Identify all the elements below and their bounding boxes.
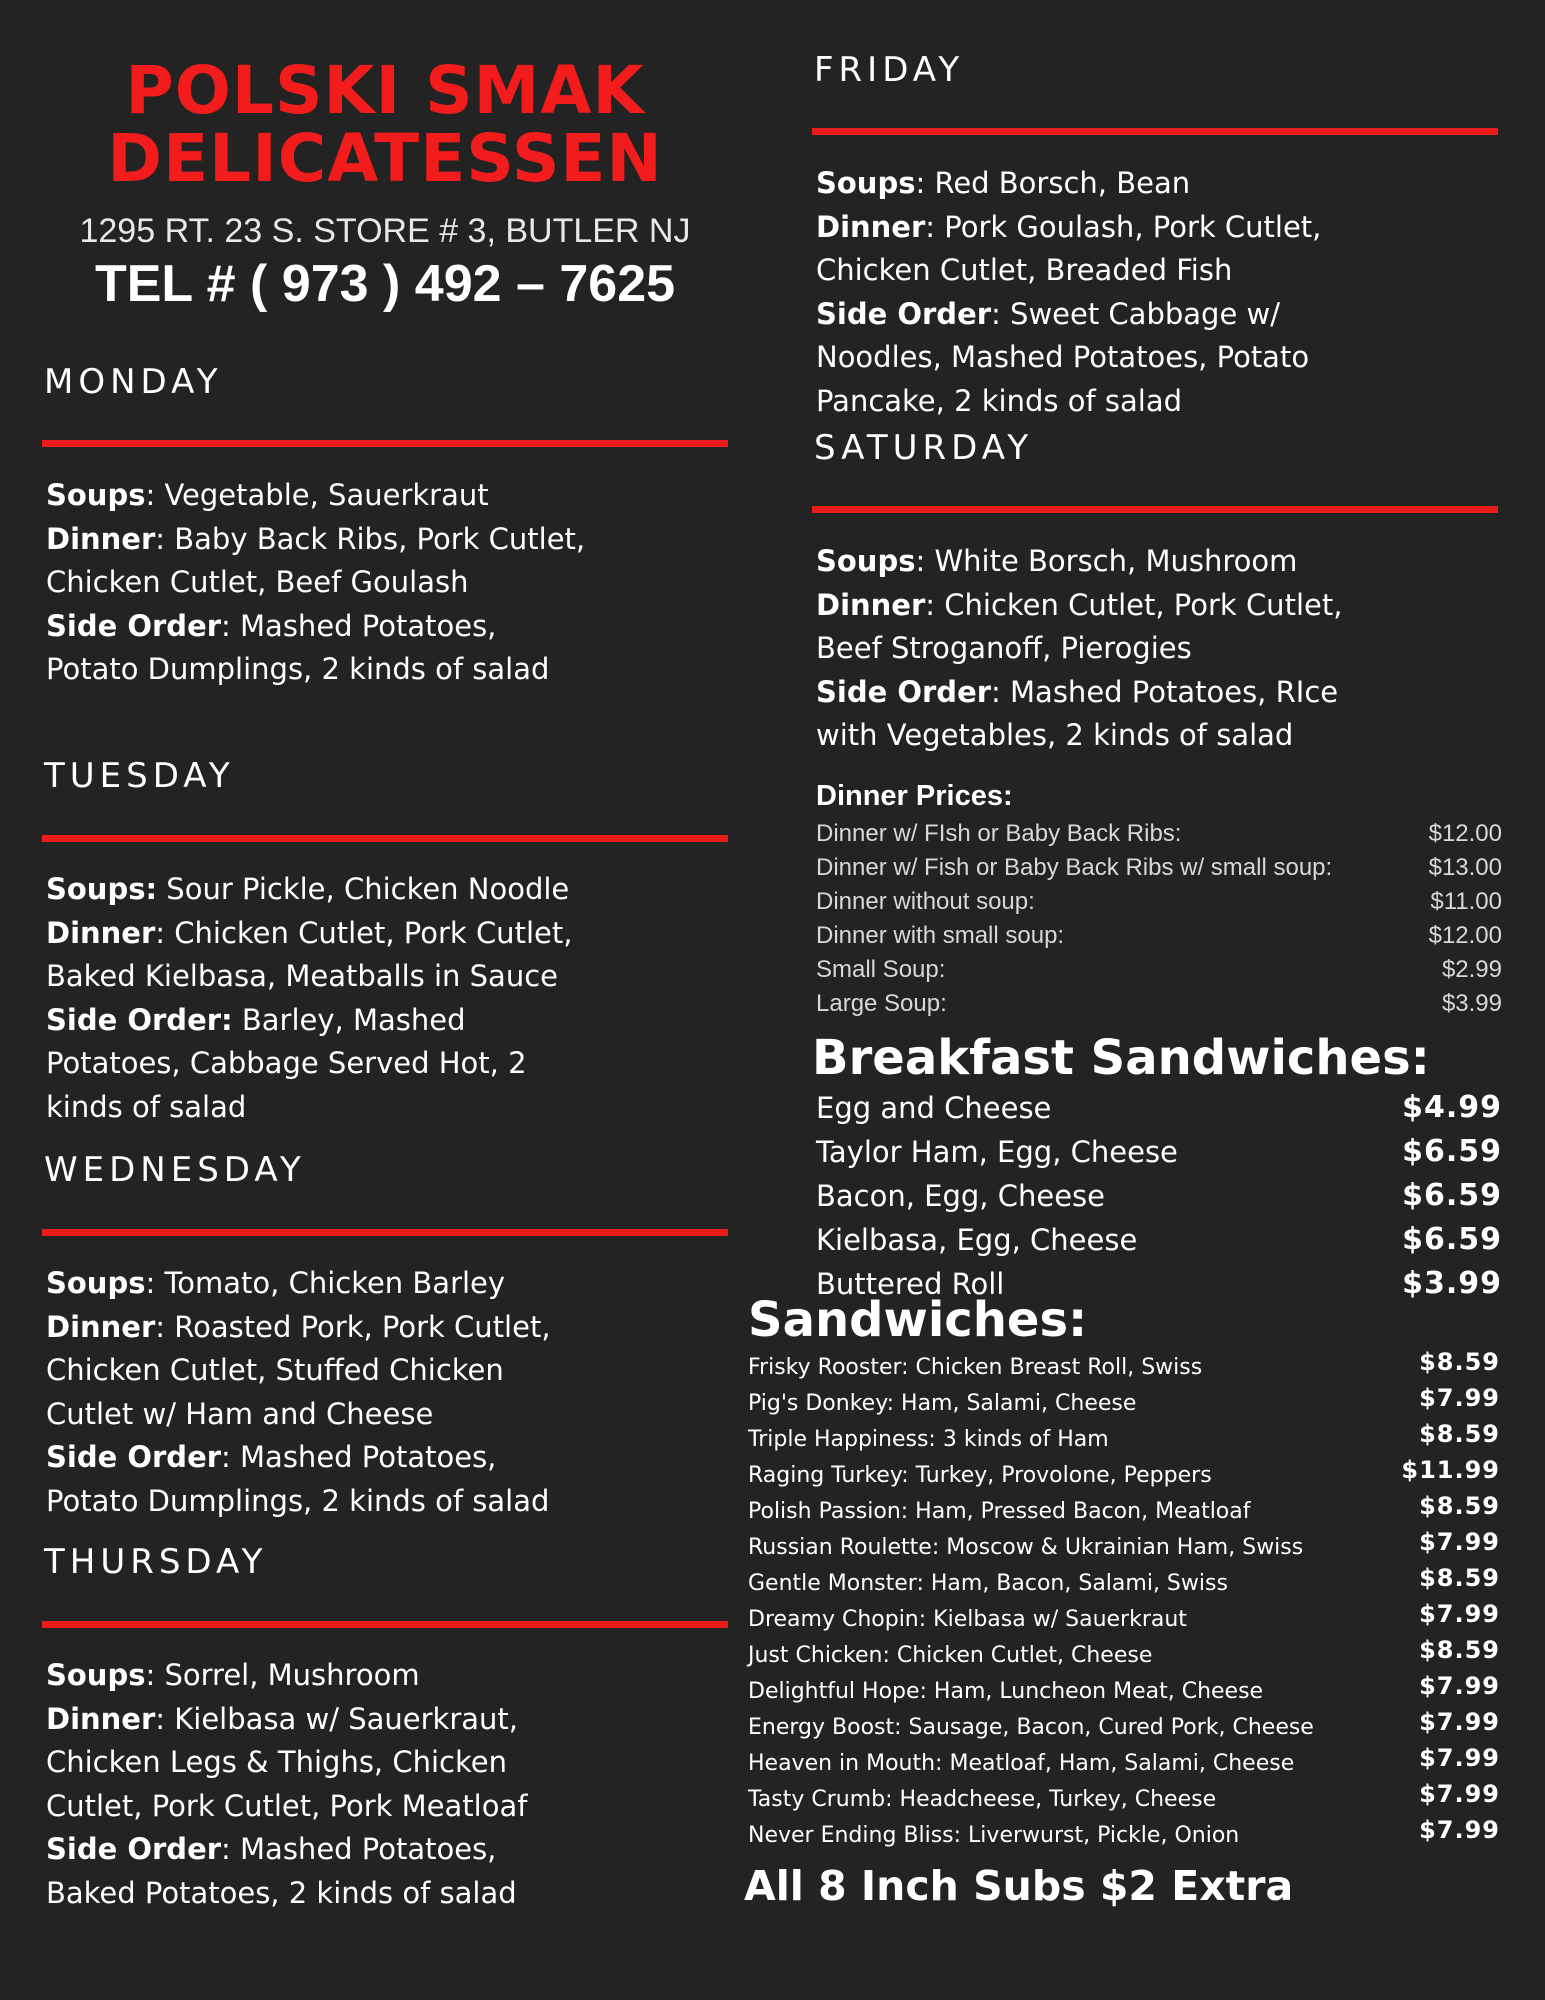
menu-line: [46, 1349, 551, 1393]
menu-line: [816, 336, 1321, 380]
sandwich-item: [748, 1566, 1500, 1602]
menu-line-text: Chicken Cutlet, Breaded Fish: [816, 253, 1233, 287]
menu-line: [816, 540, 1342, 584]
menu-line: [816, 249, 1321, 293]
sandwich-item: [748, 1782, 1500, 1818]
thursday-heading: THURSDAY: [44, 1542, 268, 1582]
menu-line: [46, 1436, 551, 1480]
sandwich-item-label: Just Chicken: Chicken Cutlet, Cheese: [748, 1643, 1153, 1668]
friday-divider: [812, 128, 1498, 135]
sandwich-item-label: Polish Passion: Ham, Pressed Bacon, Meatloaf: [748, 1499, 1251, 1524]
menu-line: [816, 584, 1342, 628]
menu-line-text: Baked Kielbasa, Meatballs in Sauce: [46, 959, 558, 993]
sandwich-item: [748, 1710, 1500, 1746]
restaurant-name-line2: DELICATESSEN: [107, 120, 663, 197]
menu-line-label: Side Order: [816, 674, 992, 709]
breakfast-item-price: $6.59: [1402, 1178, 1502, 1213]
menu-line-text: : Mashed Potatoes,: [221, 1832, 497, 1866]
sandwich-item-price: $7.99: [1419, 1384, 1500, 1412]
menu-line: [816, 627, 1342, 671]
breakfast-item-label: Taylor Ham, Egg, Cheese: [816, 1135, 1178, 1169]
breakfast-item-price: $3.99: [1402, 1266, 1502, 1301]
breakfast-item: [816, 1218, 1502, 1262]
sandwich-item-price: $11.99: [1401, 1456, 1500, 1484]
menu-line-text: Pancake, 2 kinds of salad: [816, 383, 1183, 418]
menu-line: [816, 162, 1321, 206]
dinner-price-row-label: Dinner without soup:: [816, 888, 1035, 915]
sandwiches-title: Sandwiches:: [748, 1292, 1088, 1348]
sandwich-item: [748, 1386, 1500, 1422]
menu-line-text: : Baby Back Ribs, Pork Cutlet,: [155, 521, 586, 556]
dinner-price-row-label: Dinner with small soup:: [816, 922, 1065, 949]
thursday-menu: [46, 1654, 527, 1915]
menu-line-text: : Chicken Cutlet, Pork Cutlet,: [925, 587, 1343, 622]
menu-line-text: : Kielbasa w/ Sauerkraut,: [155, 1701, 519, 1736]
breakfast-item-label: Egg and Cheese: [816, 1091, 1052, 1125]
dinner-price-row-price: $2.99: [1441, 956, 1502, 983]
menu-line: [46, 605, 585, 649]
menu-line-text: Chicken Legs & Thighs, Chicken: [46, 1745, 507, 1779]
menu-line: [816, 206, 1321, 250]
breakfast-item-price: $6.59: [1402, 1222, 1502, 1257]
menu-line: [46, 1698, 527, 1742]
menu-line: [816, 293, 1321, 337]
friday-heading: FRIDAY: [814, 50, 965, 90]
menu-line-text: Cutlet w/ Ham and Cheese: [46, 1396, 434, 1431]
menu-line-text: Chicken Cutlet, Stuffed Chicken: [46, 1353, 504, 1387]
menu-line-text: Beef Stroganoff, Pierogies: [816, 631, 1192, 665]
menu-line-label: Side Order: [46, 608, 222, 643]
menu-line-text: Sour Pickle, Chicken Noodle: [157, 872, 570, 906]
dinner-price-row-price: $13.00: [1428, 854, 1502, 881]
sandwich-item-label: Russian Roulette: Moscow & Ukrainian Ham, Swiss: [748, 1535, 1304, 1560]
menu-line-label: Side Order: [816, 296, 992, 331]
menu-line-label: Side Order: [46, 1440, 222, 1474]
menu-line-text: : White Borsch, Mushroom: [915, 544, 1298, 578]
menu-line-label: Dinner: [46, 915, 156, 950]
sandwich-item-label: Tasty Crumb: Headcheese, Turkey, Cheese: [748, 1787, 1217, 1812]
menu-line-label: Soups: [816, 544, 916, 578]
menu-line: [46, 1262, 551, 1306]
menu-line: [46, 912, 572, 956]
menu-line: [46, 955, 572, 999]
menu-line-text: : Red Borsch, Bean: [915, 166, 1191, 200]
menu-line-text: kinds of salad: [46, 1089, 247, 1124]
menu-line-label: Soups: [46, 1266, 146, 1300]
menu-line: [816, 714, 1342, 758]
menu-line-text: : Sorrel, Mushroom: [145, 1658, 420, 1692]
sandwich-item: [748, 1458, 1500, 1494]
phone-number: TEL # ( 973 ) 492 – 7625: [94, 255, 676, 313]
sandwich-item-label: Heaven in Mouth: Meatloaf, Ham, Salami, Cheese: [748, 1751, 1295, 1776]
menu-line: [46, 648, 585, 692]
wednesday-heading: WEDNESDAY: [44, 1150, 306, 1190]
menu-line: [46, 1306, 551, 1350]
breakfast-item: [816, 1086, 1502, 1130]
sandwich-item-price: $7.99: [1419, 1744, 1500, 1772]
dinner-prices-title: Dinner Prices:: [816, 780, 1013, 812]
menu-line: [46, 868, 572, 912]
menu-line-label: Dinner: [46, 521, 156, 556]
menu-line: [46, 1480, 551, 1524]
menu-line-label: Dinner: [46, 1701, 156, 1736]
menu-line-text: : Mashed Potatoes,: [221, 608, 497, 643]
sandwich-item-price: $8.59: [1419, 1420, 1500, 1448]
breakfast-item: [816, 1130, 1502, 1174]
menu-line-text: Noodles, Mashed Potatoes, Potato: [816, 340, 1310, 374]
menu-line-text: Potato Dumplings, 2 kinds of salad: [46, 652, 550, 686]
menu-line-label: Dinner: [816, 209, 926, 244]
menu-line: [46, 1654, 527, 1698]
menu-line-text: : Mashed Potatoes,: [221, 1440, 497, 1474]
wednesday-divider: [42, 1229, 728, 1236]
menu-line-label: Side Order: [46, 1832, 222, 1866]
dinner-price-row-price: $3.99: [1441, 990, 1502, 1017]
menu-line: [816, 671, 1342, 715]
sandwich-item-label: Pig's Donkey: Ham, Salami, Cheese: [748, 1391, 1137, 1416]
breakfast-title: Breakfast Sandwiches:: [812, 1030, 1430, 1086]
monday-heading: MONDAY: [44, 362, 223, 402]
tuesday-menu: [46, 868, 572, 1129]
sandwich-item-label: Never Ending Bliss: Liverwurst, Pickle, Onion: [748, 1823, 1240, 1848]
menu-line-text: : Chicken Cutlet, Pork Cutlet,: [155, 915, 573, 950]
sandwich-item-price: $8.59: [1419, 1636, 1500, 1664]
sandwich-item: [748, 1422, 1500, 1458]
sandwich-item-price: $7.99: [1419, 1528, 1500, 1556]
menu-line: [46, 1393, 551, 1437]
menu-line: [46, 561, 585, 605]
menu-line-text: with Vegetables, 2 kinds of salad: [816, 718, 1294, 752]
sandwich-item-label: Raging Turkey: Turkey, Provolone, Peppers: [748, 1463, 1212, 1488]
monday-menu: [46, 474, 585, 692]
menu-line-text: : Sweet Cabbage w/: [991, 296, 1280, 331]
menu-line-label: Soups: [816, 166, 916, 200]
sandwich-item-label: Gentle Monster: Ham, Bacon, Salami, Swiss: [748, 1571, 1228, 1596]
tuesday-divider: [42, 835, 728, 842]
menu-line: [46, 1042, 572, 1086]
tuesday-heading: TUESDAY: [44, 756, 235, 796]
monday-divider: [42, 440, 728, 447]
menu-line: [46, 518, 585, 562]
breakfast-item: [816, 1174, 1502, 1218]
dinner-price-row-label: Large Soup:: [816, 990, 947, 1017]
wednesday-menu: [46, 1262, 551, 1523]
menu-line-text: Baked Potatoes, 2 kinds of salad: [46, 1875, 517, 1910]
sandwich-item-price: $7.99: [1419, 1780, 1500, 1808]
saturday-menu: [816, 540, 1342, 758]
dinner-price-row-price: $12.00: [1428, 820, 1502, 847]
breakfast-item-price: $6.59: [1402, 1134, 1502, 1169]
saturday-divider: [812, 506, 1498, 513]
restaurant-name-line1: POLSKI SMAK: [125, 52, 645, 129]
dinner-price-row-price: $11.00: [1430, 888, 1502, 915]
dinner-price-row-label: Dinner w/ FIsh or Baby Back Ribs:: [816, 820, 1182, 847]
sandwiches-section: [748, 1292, 1500, 1854]
sandwich-item-label: Triple Happiness: 3 kinds of Ham: [748, 1427, 1109, 1452]
dinner-price-row-price: $12.00: [1428, 922, 1502, 949]
menu-line: [46, 1741, 527, 1785]
breakfast-section: [812, 1030, 1502, 1306]
menu-line-label: Soups: [46, 478, 146, 512]
thursday-divider: [42, 1621, 728, 1628]
menu-line: [46, 999, 572, 1043]
menu-line-text: : Vegetable, Sauerkraut: [145, 478, 489, 512]
menu-line-label: Soups:: [46, 872, 158, 906]
sandwich-item: [748, 1530, 1500, 1566]
saturday-heading: SATURDAY: [814, 428, 1034, 468]
breakfast-item-label: Bacon, Egg, Cheese: [816, 1179, 1106, 1213]
menu-line-text: Chicken Cutlet, Beef Goulash: [46, 565, 469, 599]
breakfast-item-label: Kielbasa, Egg, Cheese: [816, 1223, 1138, 1257]
sandwich-item-price: $8.59: [1419, 1564, 1500, 1592]
menu-line-text: Cutlet, Pork Cutlet, Pork Meatloaf: [46, 1788, 528, 1823]
sandwich-item: [748, 1638, 1500, 1674]
menu-line-label: Dinner: [816, 587, 926, 622]
sandwich-item-price: $8.59: [1419, 1348, 1500, 1376]
menu-line-text: : Tomato, Chicken Barley: [145, 1266, 506, 1300]
menu-line: [816, 380, 1321, 424]
sandwich-item-label: Frisky Rooster: Chicken Breast Roll, Swiss: [748, 1355, 1203, 1380]
dinner-price-row: [816, 953, 1502, 987]
menu-line-text: : Pork Goulash, Pork Cutlet,: [925, 209, 1322, 244]
menu-line-label: Soups: [46, 1658, 146, 1692]
sandwich-item: [748, 1674, 1500, 1710]
menu-line: [46, 1828, 527, 1872]
menu-line: [46, 474, 585, 518]
menu-line-text: Barley, Mashed: [232, 1002, 466, 1037]
dinner-price-row: [816, 919, 1502, 953]
menu-line: [46, 1872, 527, 1916]
dinner-prices-section: [816, 780, 1502, 1021]
breakfast-item-price: $4.99: [1402, 1090, 1502, 1125]
menu-line-label: Dinner: [46, 1309, 156, 1344]
dinner-price-row-label: Small Soup:: [816, 956, 946, 983]
sandwich-item: [748, 1818, 1500, 1854]
dinner-price-row: [816, 987, 1502, 1021]
dinner-price-row-label: Dinner w/ Fish or Baby Back Ribs w/ small soup:: [816, 854, 1333, 881]
sandwich-item: [748, 1350, 1500, 1386]
menu-line-label: Side Order:: [46, 1002, 233, 1037]
dinner-price-row: [816, 817, 1502, 851]
dinner-price-row: [816, 851, 1502, 885]
sandwich-item: [748, 1746, 1500, 1782]
sandwich-item-label: Delightful Hope: Ham, Luncheon Meat, Cheese: [748, 1679, 1264, 1704]
sandwich-item-price: $8.59: [1419, 1492, 1500, 1520]
menu-line-text: Potatoes, Cabbage Served Hot, 2: [46, 1046, 527, 1080]
sandwich-item-price: $7.99: [1419, 1816, 1500, 1844]
sandwich-item: [748, 1602, 1500, 1638]
menu-line: [46, 1785, 527, 1829]
sandwich-item-label: Energy Boost: Sausage, Bacon, Cured Pork, Cheese: [748, 1715, 1314, 1740]
menu-line-text: : Roasted Pork, Pork Cutlet,: [155, 1309, 551, 1344]
subs-note: All 8 Inch Subs $2 Extra: [744, 1862, 1294, 1910]
menu-line-text: Potato Dumplings, 2 kinds of salad: [46, 1483, 550, 1518]
sandwich-item: [748, 1494, 1500, 1530]
sandwich-item-price: $7.99: [1419, 1600, 1500, 1628]
sandwich-item-price: $7.99: [1419, 1672, 1500, 1700]
dinner-price-row: [816, 885, 1502, 919]
menu-line: [46, 1086, 572, 1130]
friday-menu: [816, 162, 1321, 423]
address: 1295 RT. 23 S. STORE # 3, BUTLER NJ: [79, 212, 691, 250]
sandwich-item-label: Dreamy Chopin: Kielbasa w/ Sauerkraut: [748, 1607, 1187, 1632]
breakfast-item-label: Buttered Roll: [816, 1267, 1005, 1301]
sandwich-item-price: $7.99: [1419, 1708, 1500, 1736]
menu-line-text: : Mashed Potatoes, RIce: [991, 674, 1339, 709]
